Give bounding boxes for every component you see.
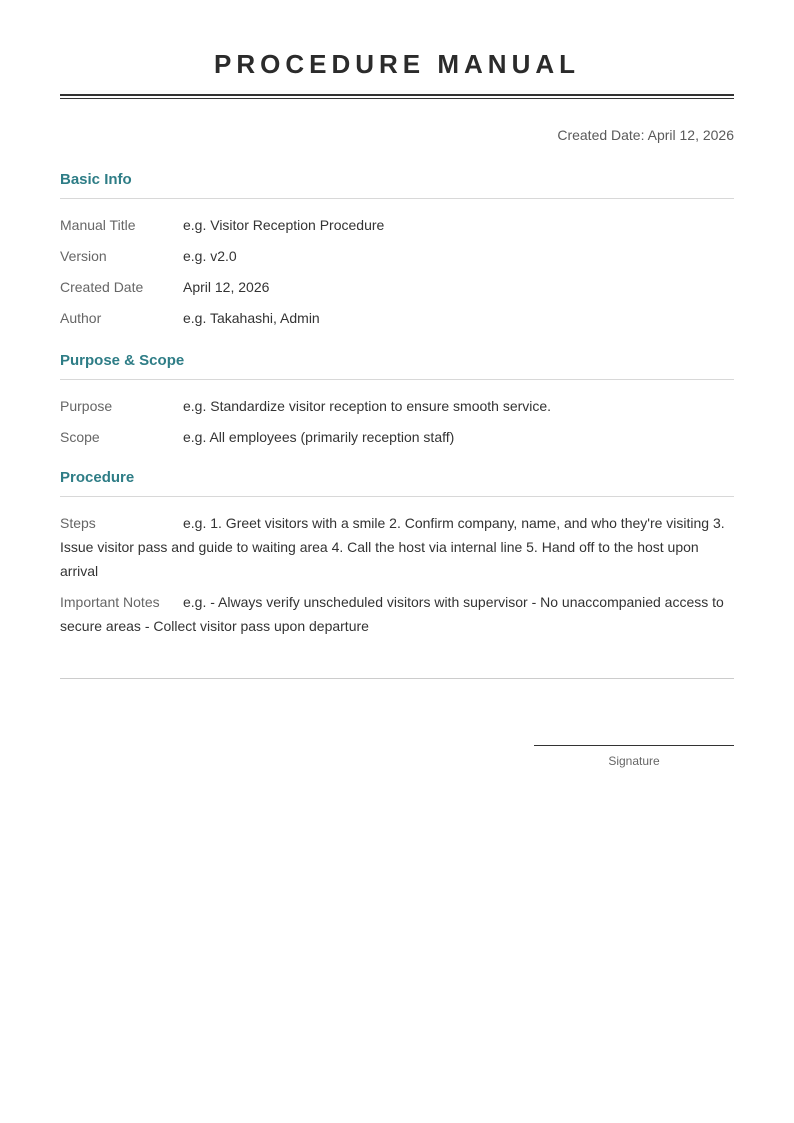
field-row-purpose [60, 394, 734, 418]
field-value: e.g. 1. Greet visitors with a smile 2. Confirm company, name, and who they're visiting 3. Issue visitor pass and guide to waiting area 4. Call the host via internal line 5. Hand off to the host upon arrival [60, 515, 725, 579]
field-row-created-date [60, 275, 734, 299]
field-label: Created Date [60, 279, 144, 295]
document-title: PROCEDURE MANUAL [214, 49, 580, 79]
purpose-scope-section [60, 350, 734, 449]
field-row-steps [60, 511, 734, 583]
field-label: Steps [60, 515, 96, 531]
field-label: Author [60, 310, 102, 326]
field-label: Version [60, 248, 107, 264]
basic-info-section [60, 169, 734, 330]
section-heading-procedure: Procedure [60, 469, 135, 486]
field-label: Manual Title [60, 217, 136, 233]
field-row-author [60, 306, 734, 330]
signature-label: Signature [608, 754, 660, 768]
field-value: e.g. Standardize visitor reception to ensure smooth service. [183, 398, 552, 414]
title-divider [60, 94, 734, 99]
field-label: Important Notes [60, 594, 160, 610]
field-row-scope [60, 425, 734, 449]
field-value: e.g. Takahashi, Admin [183, 310, 320, 326]
section-heading-purpose-scope: Purpose & Scope [60, 352, 185, 369]
field-value: e.g. All employees (primarily reception staff) [183, 429, 455, 445]
field-row-manual-title [60, 213, 734, 237]
document-page [60, 0, 734, 768]
signature-block [534, 745, 734, 769]
section-heading-basic-info: Basic Info [60, 171, 132, 188]
field-row-important-notes [60, 590, 734, 638]
field-value: April 12, 2026 [183, 279, 270, 295]
created-date-header: Created Date: April 12, 2026 [557, 127, 734, 143]
procedure-section [60, 467, 734, 638]
field-value: e.g. - Always verify unscheduled visitors with supervisor - No unaccompanied access to secure areas - Collect visitor pass upon departure [60, 594, 724, 634]
field-row-version [60, 244, 734, 268]
signature-line [534, 745, 734, 746]
field-value: e.g. Visitor Reception Procedure [183, 217, 385, 233]
field-value: e.g. v2.0 [183, 248, 237, 264]
field-label: Purpose [60, 398, 113, 414]
field-label: Scope [60, 429, 100, 445]
footer-divider [60, 678, 734, 679]
